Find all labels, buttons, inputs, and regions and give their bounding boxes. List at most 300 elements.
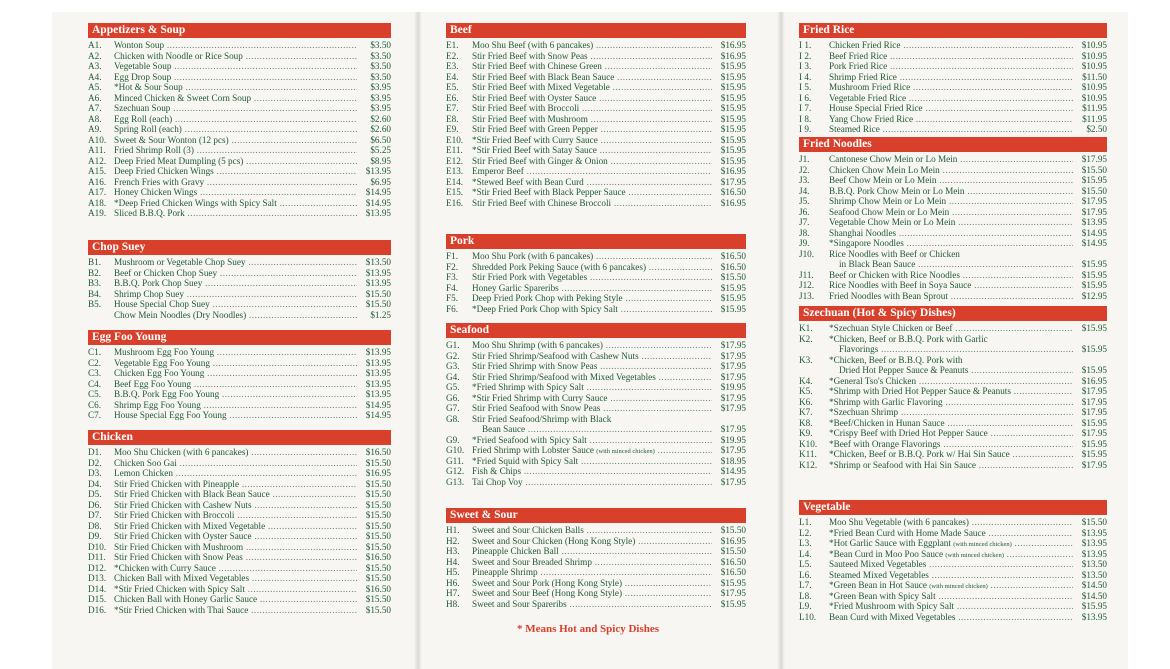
item-code: G11. <box>446 455 464 466</box>
item-price: $2.60 <box>370 113 391 124</box>
item-name <box>114 368 357 379</box>
item-name <box>114 389 357 400</box>
menu-item <box>799 570 1107 581</box>
menu-item <box>88 358 391 369</box>
menu-item <box>88 605 391 616</box>
item-name-text: Deep Fried Pork Chop with Peking Style <box>472 293 623 303</box>
item-code: J6. <box>799 206 810 217</box>
item-price: $15.95 <box>720 134 746 145</box>
section-title: Fried Rice <box>799 23 1107 38</box>
item-code: G13. <box>446 476 465 487</box>
item-name-text: Vegetable Fried Rice <box>829 92 907 103</box>
item-name <box>829 124 1073 135</box>
menu-section-beef <box>446 23 746 208</box>
item-name-text: *Stir Fried Chicken with Spicy Salt <box>114 583 245 594</box>
item-code: E13. <box>446 166 464 176</box>
item-price: $17.95 <box>720 350 746 361</box>
menu-item <box>88 278 391 289</box>
item-name-text: *Fried Seafood with Spicy Salt <box>472 434 587 445</box>
item-code: A10. <box>88 134 107 145</box>
menu-item <box>799 154 1107 165</box>
item-code: H2. <box>446 535 460 546</box>
menu-item <box>88 521 391 532</box>
item-code: H8. <box>446 598 460 609</box>
item-price: $13.95 <box>1081 217 1107 227</box>
menu-item <box>799 528 1107 539</box>
item-price: $16.50 <box>720 567 746 577</box>
item-price: $15.95 <box>720 61 746 71</box>
menu-item <box>799 238 1107 249</box>
menu-item <box>88 145 391 156</box>
item-price: $16.50 <box>365 552 391 562</box>
menu-item <box>88 156 391 167</box>
menu-item <box>799 61 1107 72</box>
menu-item <box>799 517 1107 528</box>
item-code: D15. <box>88 594 107 604</box>
menu-item <box>88 93 391 104</box>
menu-item <box>799 559 1107 570</box>
menu-item <box>88 198 391 209</box>
item-code: K4. <box>799 375 813 386</box>
item-name <box>114 208 357 219</box>
menu-item <box>446 51 746 62</box>
menu-item <box>446 546 746 557</box>
menu-item <box>88 573 391 584</box>
item-name-text: Moo Shu Beef (with 6 pancakes) <box>472 40 594 50</box>
item-price: $17.95 <box>720 424 746 434</box>
item-code: I 7. <box>799 103 812 113</box>
menu-section-szechuan-hot-spicy-dishes <box>799 306 1107 470</box>
item-code: F4. <box>446 282 459 293</box>
menu-item <box>799 439 1107 450</box>
item-price: $15.95 <box>1081 259 1107 269</box>
section-title: Chop Suey <box>88 240 391 255</box>
item-code: I 4. <box>799 71 812 82</box>
item-name <box>114 347 357 358</box>
menu-item <box>799 580 1107 591</box>
item-name <box>472 599 712 610</box>
item-code: A5. <box>88 82 102 92</box>
item-price: $15.95 <box>720 82 746 92</box>
item-name <box>114 379 357 390</box>
item-price: $16.50 <box>720 261 746 272</box>
item-name-text: Stir Fried Chicken with Oyster Sauce <box>114 531 252 541</box>
item-name-text: Stir Fried Chicken with Pineapple <box>114 478 240 489</box>
menu-item <box>446 82 746 93</box>
item-price: $13.95 <box>365 208 391 218</box>
item-code: A19. <box>88 208 107 218</box>
item-price: $13.95 <box>365 267 391 278</box>
item-name <box>839 259 1073 270</box>
menu-item <box>446 435 746 446</box>
item-code: J8. <box>799 227 810 238</box>
item-name <box>114 410 357 421</box>
menu-item <box>88 563 391 574</box>
menu-item <box>799 270 1107 281</box>
menu-item <box>88 257 391 268</box>
item-name-text: Sweet and Sour Breaded Shrimp <box>472 556 592 567</box>
menu-item <box>799 355 1107 366</box>
item-name <box>114 573 357 584</box>
item-price: $14.95 <box>365 410 391 420</box>
item-price: $14.95 <box>720 466 746 476</box>
item-name-text: Spring Roll (each) <box>114 124 182 134</box>
item-name <box>472 382 712 393</box>
item-name-text: *General Tso's Chicken <box>829 375 917 386</box>
item-code: L2. <box>799 527 812 538</box>
item-name <box>472 466 712 477</box>
item-code: E15. <box>446 187 464 197</box>
item-name-text: Chicken Ball with Honey Garlic Sauce <box>114 594 258 604</box>
item-price: $17.95 <box>720 371 746 382</box>
menu-item <box>446 72 746 83</box>
section-title: Egg Foo Young <box>88 330 391 345</box>
item-price: $16.50 <box>720 251 746 261</box>
item-price: $3.50 <box>370 61 391 71</box>
menu-item <box>799 82 1107 93</box>
item-name-text: House Special Fried Rice <box>829 103 923 113</box>
item-name <box>472 546 712 557</box>
item-price: $15.95 <box>720 92 746 103</box>
menu-item <box>88 103 391 114</box>
item-price: $10.95 <box>1081 40 1107 50</box>
item-price: $13.95 <box>365 378 391 389</box>
item-name <box>829 407 1073 418</box>
item-name-text: Stir Fried Beef with Ginger & Onion <box>472 155 608 166</box>
item-name <box>472 293 712 304</box>
item-code: A8. <box>88 113 102 124</box>
item-code: J11. <box>799 269 814 280</box>
item-name-text: *Shrimp with Dried Hot Pepper Sauce & Peanuts <box>829 386 1011 396</box>
item-price: $17.95 <box>720 176 746 187</box>
menu-item <box>446 166 746 177</box>
menu-item <box>799 114 1107 125</box>
item-code: G5. <box>446 382 460 392</box>
item-name-text: Honey Chicken Wings <box>114 187 198 197</box>
item-code: J1. <box>799 154 810 164</box>
item-name-text: Stir Fried Seafood with Snow Peas <box>472 403 601 413</box>
item-name <box>472 340 712 351</box>
item-code: H3. <box>446 546 460 556</box>
item-price: $14.50 <box>1081 590 1107 601</box>
item-name-text: Beef or Chicken Chop Suey <box>114 267 218 278</box>
item-price: $10.95 <box>1081 92 1107 103</box>
item-price: $15.95 <box>720 103 746 113</box>
item-name-text: *Stir Fried Beef with Curry Sauce <box>472 134 598 145</box>
item-name-text: Sauteed Mixed Vegetables <box>829 559 927 569</box>
item-name <box>829 334 1073 345</box>
item-name-text: Shrimp Chow Mein or Lo Mein <box>829 196 947 206</box>
item-name <box>472 103 712 114</box>
item-code: F6. <box>446 303 459 314</box>
menu-section-vegetable <box>799 500 1107 622</box>
item-name <box>114 310 357 321</box>
item-price: $15.50 <box>365 562 391 573</box>
menu-item <box>799 612 1107 623</box>
item-name-text: *Chicken, Beef or B.B.Q. Pork with <box>829 354 963 365</box>
section-title: Beef <box>446 23 746 38</box>
item-name <box>472 283 712 294</box>
item-price: $13.95 <box>365 389 391 399</box>
item-code: E8. <box>446 113 459 124</box>
menu-item <box>799 428 1107 439</box>
item-price: $15.50 <box>365 499 391 510</box>
item-price: $15.95 <box>720 113 746 124</box>
item-price: $15.50 <box>365 478 391 489</box>
item-name <box>114 531 357 542</box>
menu-item <box>446 414 746 425</box>
item-price: $3.95 <box>370 92 391 103</box>
item-name-text: Tai Chop Voy <box>472 476 523 487</box>
item-name-text: Stir Fried Beef with Black Bean Sauce <box>472 71 615 82</box>
item-code: A11. <box>88 145 106 155</box>
item-price: $15.50 <box>365 541 391 552</box>
item-code: A17. <box>88 187 107 197</box>
menu-item <box>799 228 1107 239</box>
menu-item <box>799 186 1107 197</box>
item-price: $16.95 <box>720 166 746 176</box>
menu-item <box>88 166 391 177</box>
item-name-text: Rice Noodles with Beef in Soya Sauce <box>829 280 972 290</box>
item-name <box>472 578 712 589</box>
menu-item <box>88 389 391 400</box>
menu-item <box>88 187 391 198</box>
item-name <box>829 559 1073 570</box>
item-name <box>829 439 1073 450</box>
item-name-text: Sweet and Sour Pork (Hong Kong Style) <box>472 577 623 588</box>
item-code: I 6. <box>799 92 812 103</box>
menu-item <box>88 594 391 605</box>
item-name-text: Sweet and Sour Chicken Balls <box>472 525 584 535</box>
item-price: $14.95 <box>1081 238 1107 248</box>
item-price: $15.50 <box>365 604 391 615</box>
item-name-text: Stir Fried Chicken with Black Bean Sauce <box>114 489 270 499</box>
item-name <box>472 588 712 599</box>
item-name <box>472 525 712 536</box>
item-name-text: *Shrimp with Garlic Flavoring <box>829 396 943 407</box>
menu-item <box>446 177 746 188</box>
item-price: $15.95 <box>720 293 746 303</box>
item-name <box>829 323 1073 334</box>
item-name-text: Stir Fried Chicken with Mushroom <box>114 541 244 552</box>
item-price: $14.95 <box>1081 227 1107 238</box>
item-code: E10. <box>446 134 464 145</box>
item-code: H5. <box>446 567 460 577</box>
menu-item <box>799 72 1107 83</box>
item-price: $13.50 <box>1081 559 1107 569</box>
item-name <box>472 124 712 135</box>
item-price: $11.50 <box>1082 71 1107 82</box>
item-name <box>114 289 357 300</box>
item-name <box>472 361 712 372</box>
item-name <box>114 542 357 553</box>
item-name-text: *Chicken with Curry Sauce <box>114 562 216 573</box>
item-name <box>472 187 712 198</box>
item-name <box>114 458 357 469</box>
item-code: C1. <box>88 347 102 357</box>
item-name <box>829 228 1073 239</box>
menu-item <box>799 449 1107 460</box>
item-name-text: Dried Hot Pepper Sauce & Peanuts <box>839 365 969 375</box>
item-name-text: *Green Bean with Spicy Salt <box>829 590 936 601</box>
item-name <box>472 51 712 62</box>
menu-section-pork <box>446 234 746 314</box>
menu-section-chop-suey <box>88 240 391 320</box>
item-name-text: Yang Chow Fried Rice <box>829 113 914 124</box>
item-name <box>114 594 357 605</box>
menu-item <box>88 368 391 379</box>
item-price: $15.50 <box>365 489 391 499</box>
item-name <box>829 40 1073 51</box>
menu-item <box>446 599 746 610</box>
item-price: $6.95 <box>370 176 391 187</box>
item-name-text: Shredded Pork Peking Sauce (with 6 pancakes) <box>472 261 647 272</box>
item-price: $15.50 <box>365 288 391 299</box>
item-price: $15.95 <box>1081 344 1107 354</box>
item-code: D16. <box>88 604 107 615</box>
item-name <box>114 268 357 279</box>
item-name <box>839 344 1073 355</box>
item-code: C4. <box>88 378 102 389</box>
item-name-text: *Stir Fried Beef with Black Pepper Sauce <box>472 187 626 197</box>
item-name-text: Stir Fried Beef with Chinese Green <box>472 61 602 71</box>
item-name <box>114 114 357 125</box>
item-code: E9. <box>446 124 459 134</box>
item-code: K10. <box>799 438 818 449</box>
item-name <box>114 278 357 289</box>
item-name <box>114 93 357 104</box>
item-code: J10. <box>799 248 815 259</box>
item-name-text: Stir Fried Beef with Green Pepper <box>472 124 598 134</box>
item-price: $14.95 <box>365 399 391 410</box>
item-code: A16. <box>88 176 107 187</box>
item-code: D5. <box>88 489 102 499</box>
item-price: $15.95 <box>1081 175 1107 185</box>
item-name <box>829 418 1073 429</box>
section-title: Seafood <box>446 323 746 338</box>
item-price: $15.95 <box>720 124 746 134</box>
item-name <box>829 376 1073 387</box>
item-code: C3. <box>88 368 102 378</box>
item-code: K3. <box>799 354 813 365</box>
item-name-text: *Green Bean in Hot Sauce <box>829 580 927 590</box>
item-code: I 8. <box>799 113 812 124</box>
item-code: D4. <box>88 478 102 489</box>
item-code: G2. <box>446 350 460 361</box>
item-name-text: Sweet & Sour Wonton (12 pcs) <box>114 134 229 145</box>
item-price: $17.95 <box>1081 407 1107 417</box>
item-code: E11. <box>446 145 463 155</box>
item-price: $15.95 <box>1081 365 1107 375</box>
item-code: D14. <box>88 583 107 594</box>
menu-item <box>446 557 746 568</box>
menu-item <box>799 40 1107 51</box>
item-name-text: Bean Curd with Mixed Vegetables <box>829 611 956 622</box>
item-name <box>114 552 357 563</box>
item-code: E12. <box>446 155 464 166</box>
item-price: $16.50 <box>720 187 746 197</box>
menu-item <box>88 51 391 62</box>
item-price: $12.95 <box>1081 290 1107 301</box>
item-price: $3.95 <box>370 103 391 113</box>
menu-item <box>446 198 746 209</box>
menu-item <box>446 403 746 414</box>
item-code: C7. <box>88 410 102 420</box>
menu-section-chicken <box>88 430 391 615</box>
item-name-text: Deep Fried Meat Dumpling (5 pcs) <box>114 155 244 166</box>
item-price: $15.50 <box>365 573 391 583</box>
item-price: $15.50 <box>1081 185 1107 196</box>
item-code: K9. <box>799 428 813 438</box>
item-name <box>829 186 1073 197</box>
menu-item <box>799 93 1107 104</box>
item-name <box>472 477 712 488</box>
item-name <box>829 103 1073 114</box>
menu-item <box>799 165 1107 176</box>
item-code: D3. <box>88 468 102 478</box>
menu-item <box>88 135 391 146</box>
item-name <box>829 386 1073 397</box>
item-name <box>472 393 712 404</box>
item-code: G7. <box>446 403 460 413</box>
section-title: Appetizers & Soup <box>88 23 391 38</box>
item-code: D12. <box>88 562 107 573</box>
item-name-text: Egg Drop Soup <box>114 71 172 82</box>
item-name <box>114 479 357 490</box>
item-name <box>472 272 712 283</box>
menu-item <box>446 445 746 456</box>
hot-spicy-note: * Means Hot and Spicy Dishes <box>516 623 660 635</box>
item-code: B3. <box>88 278 102 288</box>
menu-item <box>446 40 746 51</box>
item-name <box>472 567 712 578</box>
item-code: H4. <box>446 556 460 567</box>
menu-item <box>88 479 391 490</box>
menu-item <box>446 272 746 283</box>
item-name <box>114 358 357 369</box>
item-name-text: House Special Chop Suey <box>114 299 210 309</box>
item-code: D8. <box>88 520 102 531</box>
item-name <box>472 61 712 72</box>
item-name <box>472 72 712 83</box>
item-name <box>114 61 357 72</box>
item-code: B4. <box>88 288 102 299</box>
item-code: D9. <box>88 531 102 541</box>
item-name <box>829 165 1073 176</box>
menu-item <box>799 196 1107 207</box>
item-code: A2. <box>88 50 102 61</box>
item-name-text: Stir Fried Chicken with Cashew Nuts <box>114 499 252 510</box>
menu-item <box>446 61 746 72</box>
section-title: Vegetable <box>799 500 1107 515</box>
item-code: F2. <box>446 261 459 272</box>
item-name-text: Steamed Rice <box>829 124 880 134</box>
item-name <box>829 570 1073 581</box>
menu-item <box>799 124 1107 135</box>
menu-item <box>799 175 1107 186</box>
item-name <box>829 238 1073 249</box>
item-code: G1. <box>446 340 460 350</box>
item-name <box>472 40 712 51</box>
item-price: $15.50 <box>720 525 746 535</box>
item-name-text: Moo Shu Shrimp (with 6 pancakes) <box>472 340 603 350</box>
item-name-text: *Stir Fried Shrimp with Curry Sauce <box>472 392 608 403</box>
item-name <box>829 175 1073 186</box>
menu-item <box>446 124 746 135</box>
item-name-text: Deep Fried Chicken Wings <box>114 166 214 176</box>
menu-item <box>88 82 391 93</box>
menu-item <box>799 365 1107 376</box>
